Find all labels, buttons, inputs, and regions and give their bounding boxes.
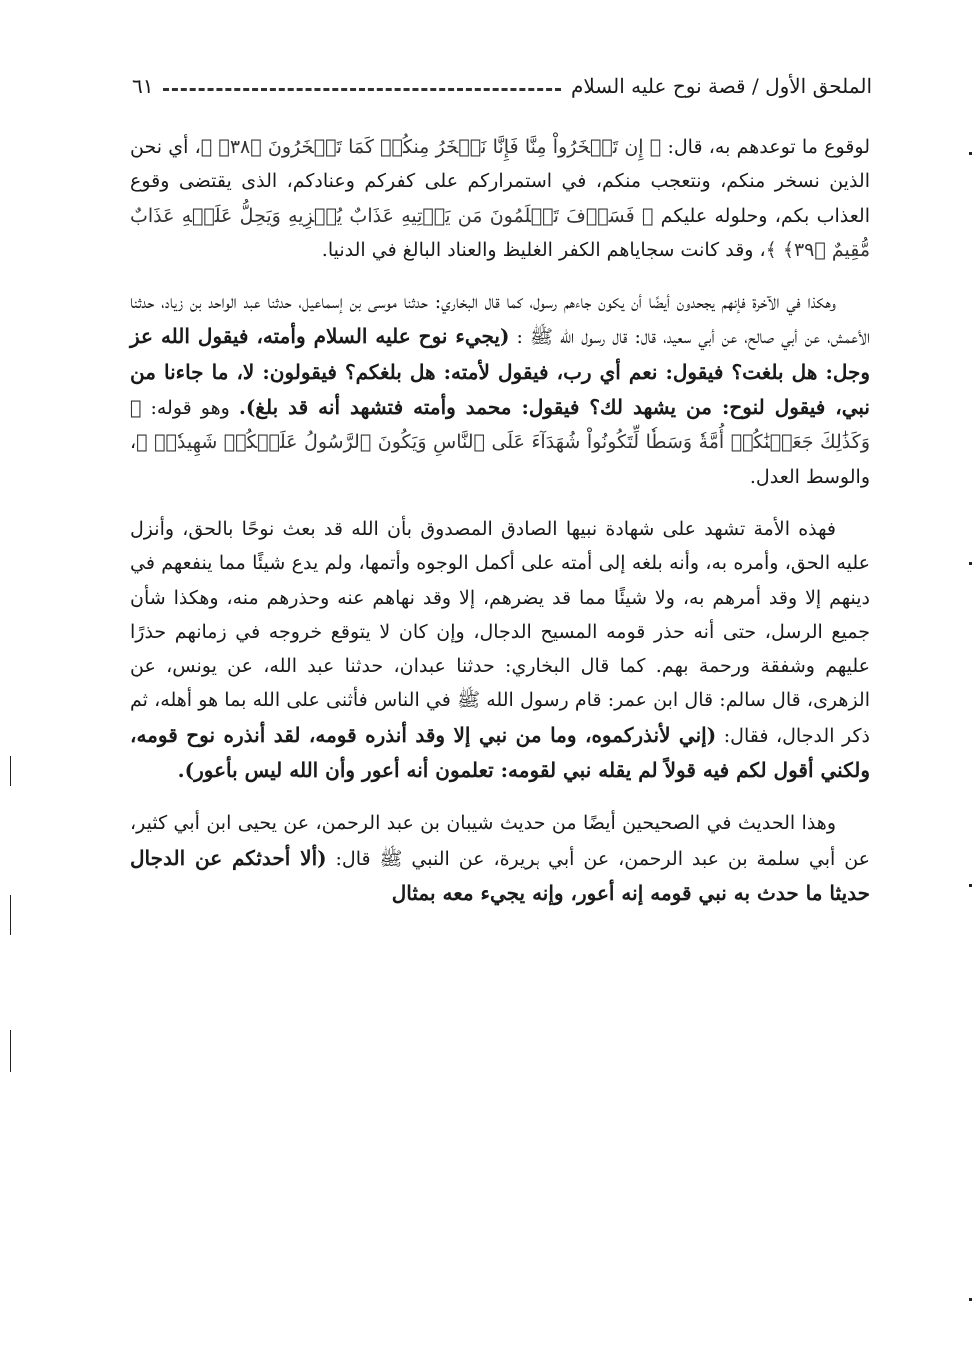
text-segment: وهذا الحديث في الصحيحين أيضًا من حديث شيبان بن عبد الرحمن، عن يحيى ابن أبي كثير، عن أبي سلمة بن عبد الرحمن، عن أبي ہريرة، عن النبي ﷺ قال: [130, 812, 870, 870]
text-segment: ، والوسط العدل. [130, 431, 870, 488]
page-header [132, 74, 872, 98]
hadith-quote: (يجيء نوح عليه السلام وأمته، فيقول الله عز وجل: هل بلغت؟ فيقول: نعم أي رب، فيقول لأمته: هل بلغكم؟ فيقولون: لا، ما جاءنا من نبي، فيقول لنوح: من يشهد لك؟ فيقول: محمد وأمته فتشهد أنه قد بلغ). [130, 324, 870, 420]
page-body [130, 130, 870, 911]
paragraph-1 [130, 130, 870, 267]
scan-mark [969, 562, 972, 565]
scan-mark [969, 152, 972, 155]
hadith-quote: (إني لأنذركموه، وما من نبي إلا وقد أنذره قومه، لقد أنذره نوح قومه، ولكني أقول لكم فيه قولاً لم يقله نبي لقومه: تعلمون أنه أعور وأن الله ليس بأعور). [130, 722, 870, 783]
paragraph-2 [130, 285, 870, 494]
scan-mark [10, 756, 11, 786]
page-number: ٦١ [132, 74, 154, 98]
scan-mark [969, 1298, 972, 1301]
text-segment: فهذه الأمة تشهد على شهادة نبيها الصادق المصدوق بأن الله قد بعث نوحًا بالحق، وأنزل عليه الحق، وأمره به، وأنه بلغه إلى أمته على أكمل الوجوه وأتمها، ولم يدع شيئًا مما ينفعهم في دينهم إلا وقد أمرهم به، ولا شيئًا مما قد يضرهم، إلا وقد نهاهم عنه وحذرهم منه، وهكذا شأن جميع الرسل، حتى أنه حذر قومه المسيح الدجال، وإن كان لا يتوقع خروجه في زمانهم حذرًا عليهم وشفقة ورحمة بهم. كما قال البخاري: حدثنا عبدان، حدثنا عبد الله، عن يونس، عن الزهرى، قال سالم: قال ابن عمر: قام رسول الله ﷺ في الناس فأثنى على الله بما هو أهله، ثم ذكر الدجال، فقال: [130, 517, 871, 747]
quran-verse: ﴿ فَسَوۡفَ تَعۡلَمُونَ مَن يَأۡتِيهِ عَذَابٌ يُخۡزِيهِ وَيَحِلُّ عَلَيۡهِ عَذَابٌ مُّقِيمٌ ﴿٣٩﴾ ﴾ [130, 204, 870, 261]
scan-mark [969, 884, 972, 887]
scan-mark [10, 895, 11, 935]
text-segment: ، وقد كانت سجاياهم الكفر الغليظ والعناد البالغ في الدنيا. [321, 238, 766, 261]
scan-mark [10, 1030, 11, 1072]
text-segment: وهو قوله: [141, 397, 239, 420]
text-segment: وهكذا في الآخرة فإنهم يجحدون أيضًا أن يكون جاءهم رسول، كما قال البخاري: حدثنا موسى بن إسماعيل، حدثنا عبد الواحد بن زياد، حدثنا الأعمش، عن أبي صالح، عن أبي سعيد، قال: قال رسول الله ﷺ : [130, 291, 870, 349]
quran-verse: ﴿ إِن تَسۡخَرُواْ مِنَّا فَإِنَّا نَسۡخَرُ مِنكُمۡ كَمَا تَسۡخَرُونَ ﴿٣٨﴾ ﴾ [200, 136, 662, 158]
text-segment: لوقوع ما توعدهم به، قال: [661, 136, 870, 158]
header-dashed-rule [163, 88, 561, 91]
running-title: الملحق الأول / قصة نوح عليه السلام [570, 74, 872, 98]
paragraph-4 [130, 806, 870, 911]
text-segment: ، أي نحن الذين نسخر منكم، ونتعجب منكم، في استمراركم على كفركم وعنادكم، الذى يقتضى وقوع العذاب بكم، وحلوله عليكم [130, 136, 870, 227]
quran-verse: ﴿ وَكَذَٰلِكَ جَعَلۡنَٰكُمۡ أُمَّةٗ وَسَطٗا لِّتَكُونُواْ شُهَدَآءَ عَلَى ٱلنَّاسِ وَيَكُونَ ٱلرَّسُولُ عَلَيۡكُمۡ شَهِيدٗاۗ ﴾ [130, 397, 870, 454]
hadith-quote: (ألا أحدثكم عن الدجال حديثا ما حدث به نبي قومه إنه أعور، وإنه يجيء معه بمثال [130, 845, 870, 905]
paragraph-3 [130, 512, 870, 788]
